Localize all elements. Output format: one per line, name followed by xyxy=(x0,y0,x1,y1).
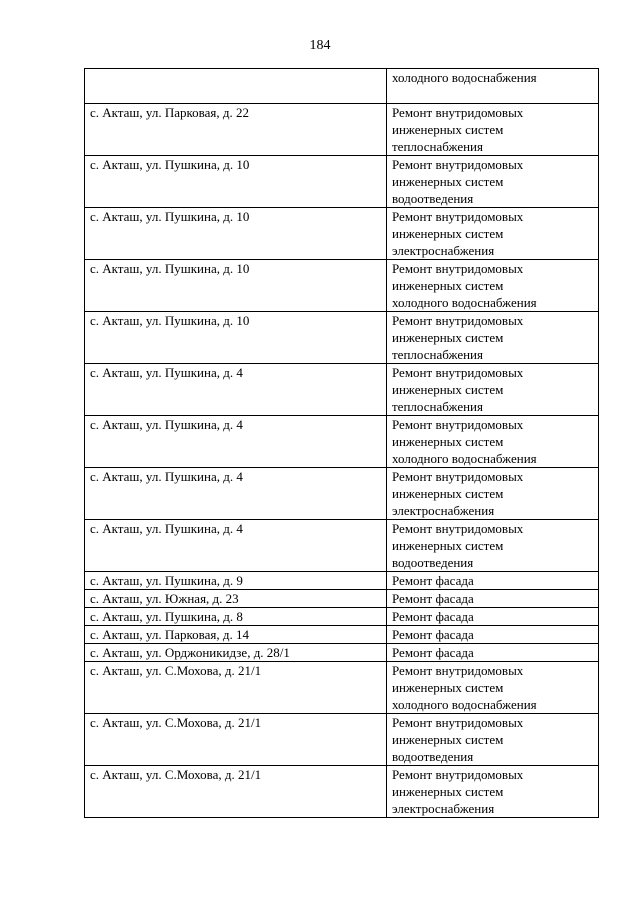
table-row xyxy=(85,312,599,364)
address-text: с. Акташ, ул. Орджоникидзе, д. 28/1 xyxy=(90,645,290,660)
table-row xyxy=(85,662,599,714)
work-type-line: инженерных систем xyxy=(392,382,504,397)
work-type-line: водоотведения xyxy=(392,555,474,570)
address-text: с. Акташ, ул. Пушкина, д. 8 xyxy=(90,609,243,624)
work-type-line xyxy=(392,86,598,103)
work-type-cell xyxy=(387,520,599,572)
address-cell xyxy=(85,208,387,260)
work-type-line: Ремонт внутридомовых xyxy=(392,209,524,224)
address-cell xyxy=(85,520,387,572)
work-type-line: Ремонт внутридомовых xyxy=(392,417,524,432)
address-text: с. Акташ, ул. Пушкина, д. 10 xyxy=(90,157,250,172)
work-type-line: Ремонт фасада xyxy=(392,645,474,660)
work-type-cell xyxy=(387,662,599,714)
work-type-line: инженерных систем xyxy=(392,122,504,137)
address-text: с. Акташ, ул. Пушкина, д. 10 xyxy=(90,209,250,224)
table-row xyxy=(85,156,599,208)
work-type-cell xyxy=(387,626,599,644)
table-body xyxy=(85,69,599,818)
work-type-line: Ремонт внутридомовых xyxy=(392,715,524,730)
work-type-cell xyxy=(387,590,599,608)
work-type-cell xyxy=(387,468,599,520)
table-row xyxy=(85,364,599,416)
work-type-cell xyxy=(387,312,599,364)
work-type-line: теплоснабжения xyxy=(392,399,483,414)
work-type-line: Ремонт фасада xyxy=(392,627,474,642)
address-text: с. Акташ, ул. Пушкина, д. 4 xyxy=(90,365,243,380)
table-row xyxy=(85,208,599,260)
work-type-line: электроснабжения xyxy=(392,243,495,258)
work-type-line: инженерных систем xyxy=(392,538,504,553)
address-cell xyxy=(85,416,387,468)
work-type-cell xyxy=(387,104,599,156)
work-type-line: инженерных систем xyxy=(392,278,504,293)
address-text: с. Акташ, ул. Южная, д. 23 xyxy=(90,591,239,606)
work-type-line: инженерных систем xyxy=(392,330,504,345)
work-type-cell xyxy=(387,69,599,104)
address-cell xyxy=(85,766,387,818)
table-row xyxy=(85,416,599,468)
address-text: с. Акташ, ул. Пушкина, д. 4 xyxy=(90,469,243,484)
address-cell xyxy=(85,662,387,714)
address-cell xyxy=(85,104,387,156)
work-type-cell xyxy=(387,364,599,416)
address-cell xyxy=(85,626,387,644)
address-text: с. Акташ, ул. Пушкина, д. 4 xyxy=(90,417,243,432)
address-text: с. Акташ, ул. С.Мохова, д. 21/1 xyxy=(90,767,262,782)
address-text: с. Акташ, ул. Парковая, д. 14 xyxy=(90,627,249,642)
work-type-line: Ремонт фасада xyxy=(392,609,474,624)
address-text: с. Акташ, ул. Пушкина, д. 9 xyxy=(90,573,243,588)
table-row xyxy=(85,608,599,626)
work-type-line: теплоснабжения xyxy=(392,347,483,362)
table-row xyxy=(85,69,599,104)
work-type-line: инженерных систем xyxy=(392,174,504,189)
work-type-cell xyxy=(387,208,599,260)
work-type-cell xyxy=(387,156,599,208)
address-text: с. Акташ, ул. Парковая, д. 22 xyxy=(90,105,249,120)
address-cell xyxy=(85,312,387,364)
work-type-line: Ремонт внутридомовых xyxy=(392,767,524,782)
work-type-cell xyxy=(387,608,599,626)
address-cell xyxy=(85,572,387,590)
work-type-line: холодного водоснабжения xyxy=(392,451,537,466)
address-text: с. Акташ, ул. С.Мохова, д. 21/1 xyxy=(90,715,262,730)
work-type-line: инженерных систем xyxy=(392,434,504,449)
work-type-line: электроснабжения xyxy=(392,503,495,518)
address-cell xyxy=(85,156,387,208)
address-text: с. Акташ, ул. Пушкина, д. 10 xyxy=(90,261,250,276)
work-type-line: Ремонт внутридомовых xyxy=(392,261,524,276)
table-row xyxy=(85,626,599,644)
work-type-line: холодного водоснабжения xyxy=(392,70,537,85)
work-type-cell xyxy=(387,572,599,590)
page-number: 184 xyxy=(309,38,331,53)
address-cell xyxy=(85,364,387,416)
work-type-line: инженерных систем xyxy=(392,486,504,501)
work-type-cell xyxy=(387,714,599,766)
work-type-line: холодного водоснабжения xyxy=(392,295,537,310)
work-schedule-table xyxy=(84,68,599,818)
work-type-line: Ремонт внутридомовых xyxy=(392,469,524,484)
work-type-line: Ремонт внутридомовых xyxy=(392,663,524,678)
table-row xyxy=(85,714,599,766)
work-type-line: водоотведения xyxy=(392,749,474,764)
work-type-line: Ремонт фасада xyxy=(392,573,474,588)
table-row xyxy=(85,590,599,608)
work-type-line: Ремонт внутридомовых xyxy=(392,105,524,120)
table-row xyxy=(85,644,599,662)
address-cell xyxy=(85,644,387,662)
work-type-line: холодного водоснабжения xyxy=(392,697,537,712)
address-cell xyxy=(85,69,387,104)
work-type-line: инженерных систем xyxy=(392,732,504,747)
work-type-line: водоотведения xyxy=(392,191,474,206)
table-row xyxy=(85,260,599,312)
address-cell xyxy=(85,260,387,312)
address-cell xyxy=(85,608,387,626)
address-text: с. Акташ, ул. С.Мохова, д. 21/1 xyxy=(90,663,262,678)
table-row xyxy=(85,468,599,520)
work-type-line: инженерных систем xyxy=(392,226,504,241)
work-type-line: электроснабжения xyxy=(392,801,495,816)
work-type-line: теплоснабжения xyxy=(392,139,483,154)
address-cell xyxy=(85,590,387,608)
work-type-line: Ремонт внутридомовых xyxy=(392,157,524,172)
work-type-line: инженерных систем xyxy=(392,784,504,799)
table-row xyxy=(85,104,599,156)
work-type-cell xyxy=(387,644,599,662)
work-type-line: инженерных систем xyxy=(392,680,504,695)
address-cell xyxy=(85,468,387,520)
address-text: с. Акташ, ул. Пушкина, д. 10 xyxy=(90,313,250,328)
table-row xyxy=(85,572,599,590)
work-type-cell xyxy=(387,766,599,818)
work-type-cell xyxy=(387,416,599,468)
table-row xyxy=(85,520,599,572)
work-type-line: Ремонт фасада xyxy=(392,591,474,606)
address-cell xyxy=(85,714,387,766)
work-type-line: Ремонт внутридомовых xyxy=(392,313,524,328)
table-row xyxy=(85,766,599,818)
work-type-cell xyxy=(387,260,599,312)
address-text: с. Акташ, ул. Пушкина, д. 4 xyxy=(90,521,243,536)
work-type-line: Ремонт внутридомовых xyxy=(392,365,524,380)
work-type-line: Ремонт внутридомовых xyxy=(392,521,524,536)
